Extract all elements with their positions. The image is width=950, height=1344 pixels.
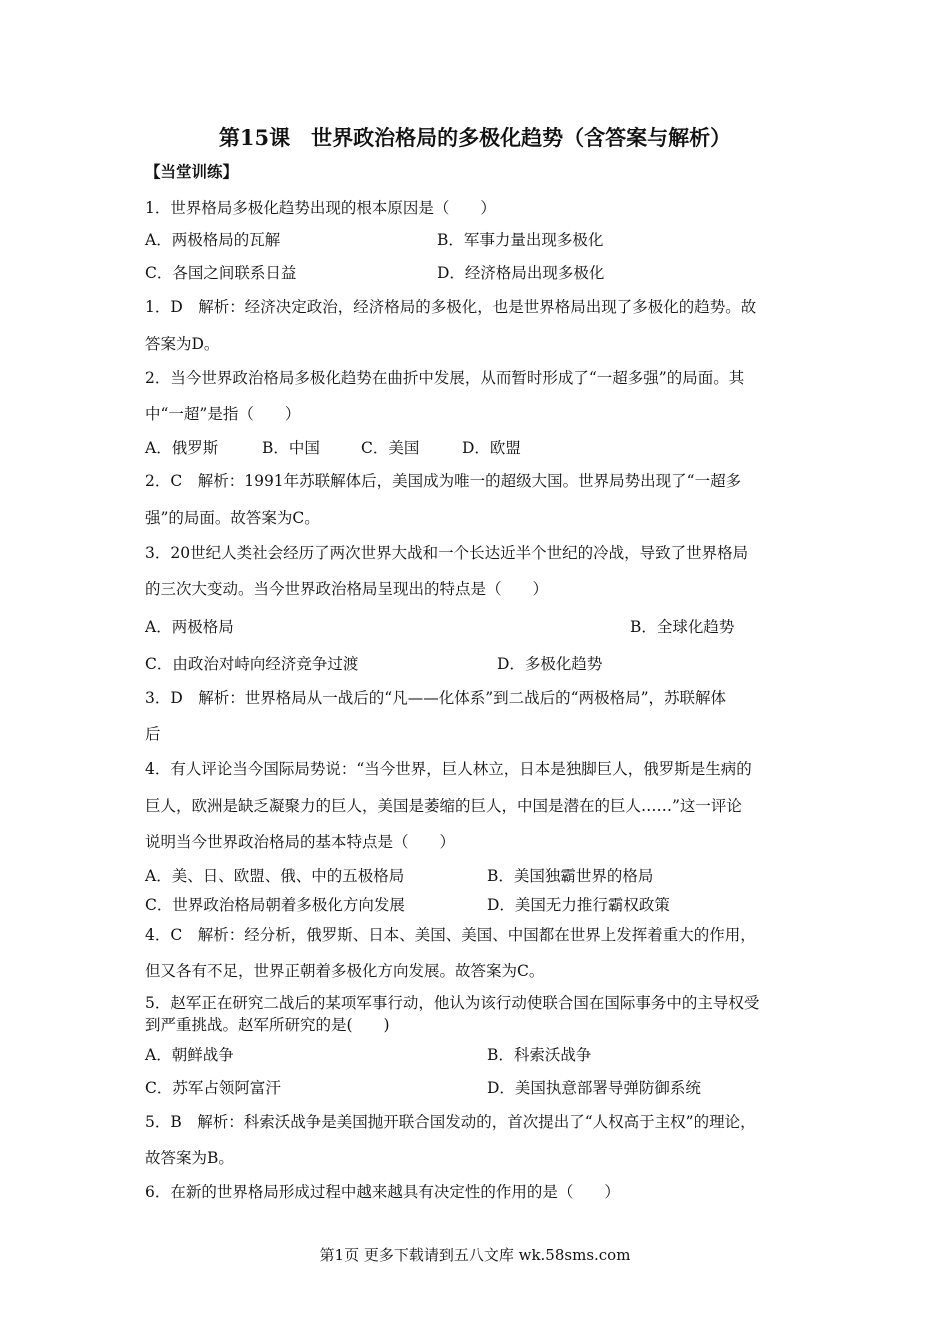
q1-answer-line2: 答案为D。 [145,335,220,353]
q2-stem-line2: 中“一超”是指（ ） [145,405,301,423]
q4-stem-line1: 4．有人评论当今国际局势说：“当今世界，巨人林立，日本是独脚巨人，俄罗斯是生病的 [145,760,752,778]
q4-option-a: A．美、日、欧盟、俄、中的五极格局 [145,867,405,885]
q4-option-d: D．美国无力推行霸权政策 [487,896,670,914]
q2-stem-line1: 2．当今世界政治格局多极化趋势在曲折中发展，从而暂时形成了“一超多强”的局面。其 [145,369,745,387]
q3-option-a: A．两极格局 [145,618,234,636]
q1-option-d: D．经济格局出现多极化 [437,264,605,282]
q1-answer-line1: 1．D 解析：经济决定政治，经济格局的多极化，也是世界格局出现了多极化的趋势。故 [145,298,757,316]
q4-answer-line2: 但又各有不足，世界正朝着多极化方向发展。故答案为C。 [145,962,545,980]
q2-answer-line2: 强”的局面。故答案为C。 [145,509,320,527]
q4-option-b: B．美国独霸世界的格局 [487,867,654,885]
q2-option-b: B．中国 [262,439,320,457]
q4-stem-line2: 巨人，欧洲是缺乏凝聚力的巨人，美国是萎缩的巨人，中国是潜在的巨人……”这一评论 [145,797,742,815]
q5-option-b: B．科索沃战争 [487,1046,592,1064]
q5-stem-line1: 5．赵军正在研究二战后的某项军事行动，他认为该行动使联合国在国际事务中的主导权受 [145,994,760,1012]
q3-stem-line1: 3．20世纪人类社会经历了两次世界大战和一个长达近半个世纪的冷战，导致了世界格局 [145,544,749,562]
q1-option-a: A．两极格局的瓦解 [145,231,281,249]
q5-option-d: D．美国执意部署导弹防御系统 [487,1079,701,1097]
q2-option-d: D．欧盟 [462,439,521,457]
q1-stem: 1．世界格局多极化趋势出现的根本原因是（ ） [145,199,496,217]
q3-answer-line2: 后 [145,725,161,743]
q6-stem: 6．在新的世界格局形成过程中越来越具有决定性的作用的是（ ） [145,1183,620,1201]
q2-option-c: C．美国 [361,439,420,457]
q3-option-d: D．多极化趋势 [497,655,603,673]
q1-option-c: C．各国之间联系日益 [145,264,297,282]
q4-option-c: C．世界政治格局朝着多极化方向发展 [145,896,405,914]
q5-answer-line1: 5．B 解析：科索沃战争是美国抛开联合国发动的，首次提出了“人权高于主权”的理论， [145,1113,756,1131]
q1-option-b: B．军事力量出现多极化 [437,231,604,249]
q2-option-a: A．俄罗斯 [145,439,219,457]
q3-answer-line1: 3．D 解析：世界格局从一战后的“凡——化体系”到二战后的“两极格局”，苏联解体 [145,689,726,707]
q4-stem-line3: 说明当今世界政治格局的基本特点是（ ） [145,833,456,851]
q2-answer-line1: 2．C 解析：1991年苏联解体后，美国成为唯一的超级大国。世界局势出现了“一超多 [145,472,742,490]
q3-option-c: C．由政治对峙向经济竞争过渡 [145,655,359,673]
q5-answer-line2: 故答案为B。 [145,1149,234,1167]
q5-stem-line2: 到严重挑战。赵军所研究的是( ) [145,1016,390,1034]
q3-option-b: B．全球化趋势 [630,618,735,636]
q5-option-c: C．苏军占领阿富汗 [145,1079,281,1097]
q4-answer-line1: 4．C 解析：经分析，俄罗斯、日本、美国、美国、中国都在世界上发挥着重大的作用， [145,926,756,944]
q5-option-a: A．朝鲜战争 [145,1046,234,1064]
page-footer: 第1页 更多下载请到五八文库 wk.58sms.com [319,1246,631,1264]
q3-stem-line2: 的三次大变动。当今世界政治格局呈现出的特点是（ ） [145,580,549,598]
page-title: 第15课 世界政治格局的多极化趋势（含答案与解析） [218,125,732,150]
section-heading: 【当堂训练】 [145,162,239,181]
